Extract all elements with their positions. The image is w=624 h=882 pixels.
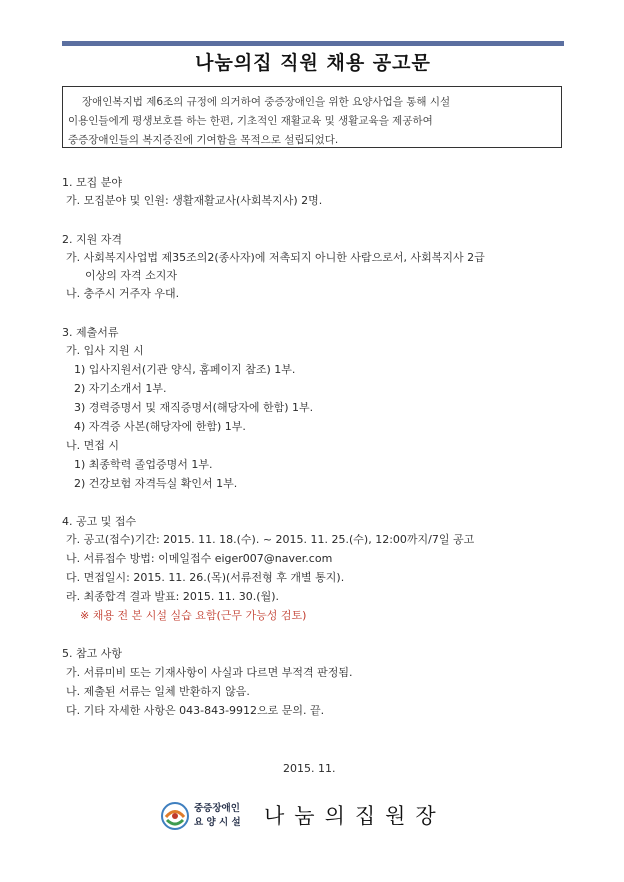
section-subitem: 3) 경력증명서 및 재직증명서(해당자에 한함) 1부. (74, 401, 314, 414)
section-heading-announcement: 4. 공고 및 접수 (62, 515, 137, 528)
section-heading-recruitment-field: 1. 모집 분야 (62, 176, 122, 189)
signature-block (160, 800, 470, 832)
intro-box (62, 86, 562, 148)
facility-logo-icon (160, 801, 190, 831)
section-item: 다. 면접일시: 2015. 11. 26.(목)(서류전형 후 개별 통지). (66, 571, 345, 584)
section-subitem: 2) 자기소개서 1부. (74, 382, 167, 395)
page-title: 나눔의집 직원 채용 공고문 (195, 52, 431, 74)
intro-line: 중증장애인들의 복지증진에 기여함을 목적으로 설립되었다. (68, 134, 339, 146)
section-item: 이상의 자격 소지자 (85, 269, 178, 282)
section-subitem: 2) 건강보험 자격득실 확인서 1부. (74, 477, 238, 490)
signature-subtitle-line1: 중증장애인 (194, 803, 240, 814)
signature-name: 나눔의집원장 (264, 804, 446, 828)
section-item: 다. 기타 자세한 사항은 043-843-9912으로 문의. 끝. (66, 704, 325, 717)
section-item: 나. 충주시 거주자 우대. (66, 287, 180, 300)
section-item: 가. 공고(접수)기간: 2015. 11. 18.(수). ~ 2015. 11. 25.(수), 12:00까지/7일 공고 (66, 533, 475, 546)
section-subitem: 1) 입사지원서(기관 양식, 홈페이지 참조) 1부. (74, 363, 296, 376)
section-item-email: 나. 서류접수 방법: 이메일접수 eiger007@naver.com (66, 552, 333, 565)
section-item: 나. 제출된 서류는 일체 반환하지 않음. (66, 685, 250, 698)
practicum-notice: ※ 채용 전 본 시설 실습 요함(근무 가능성 검토) (80, 609, 307, 622)
intro-line: 이용인들에게 평생보호를 하는 한편, 기초적인 재활교육 및 생활교육을 제공하여 (68, 115, 433, 127)
intro-line: 장애인복지법 제6조의 규정에 의거하여 중증장애인을 위한 요양사업을 통해 시설 (82, 96, 451, 108)
section-heading-notes: 5. 참고 사항 (62, 647, 122, 660)
signature-subtitle-line2: 요 양 시 설 (194, 817, 241, 828)
section-subitem: 1) 최종학력 졸업증명서 1부. (74, 458, 213, 471)
section-item: 가. 입사 지원 시 (66, 344, 144, 357)
section-heading-documents: 3. 제출서류 (62, 326, 119, 339)
section-item: 라. 최종합격 결과 발표: 2015. 11. 30.(월). (66, 590, 279, 603)
section-item: 가. 사회복지사업법 제35조의2(종사자)에 저촉되지 아니한 사람으로서, 사회복지사 2급 (66, 251, 485, 264)
section-item: 가. 서류미비 또는 기재사항이 사실과 다르면 부적격 판정됨. (66, 666, 353, 679)
section-item: 가. 모집분야 및 인원: 생활재활교사(사회복지사) 2명. (66, 194, 323, 207)
section-heading-qualifications: 2. 지원 자격 (62, 233, 122, 246)
section-item: 나. 면접 시 (66, 439, 119, 452)
top-accent-bar (62, 41, 564, 46)
section-subitem: 4) 자격증 사본(해당자에 한함) 1부. (74, 420, 246, 433)
issue-date: 2015. 11. (283, 762, 336, 775)
